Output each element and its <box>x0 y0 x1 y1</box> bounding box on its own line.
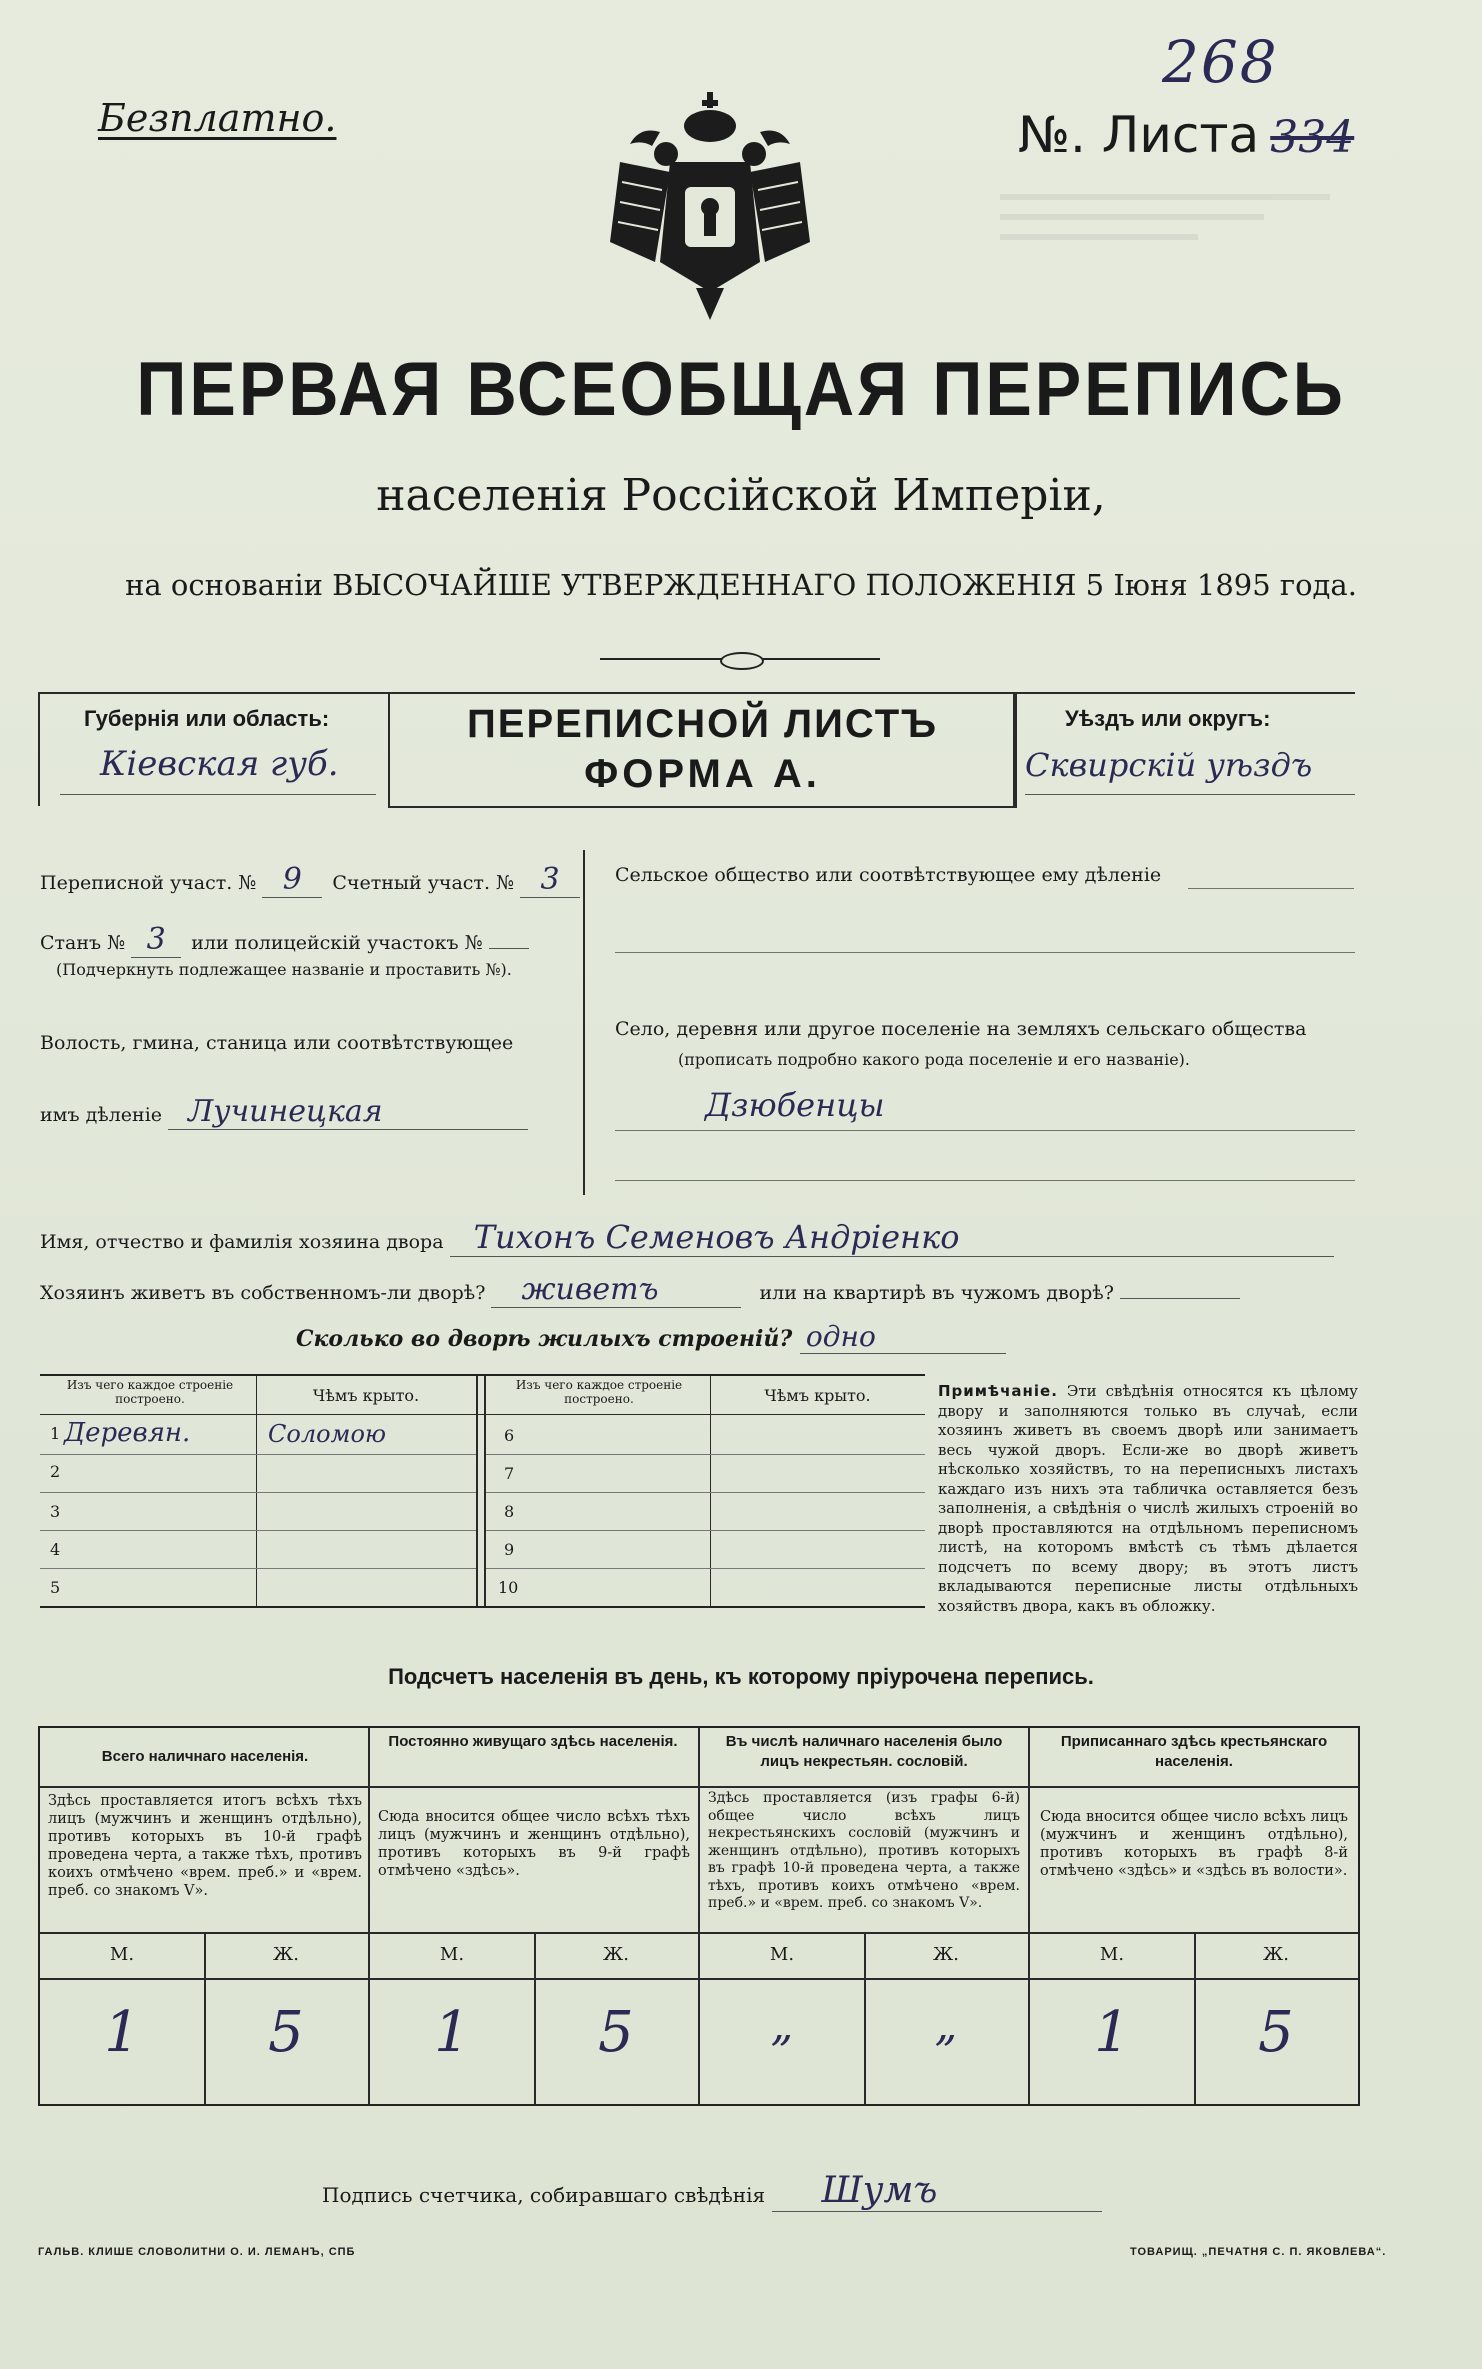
tally-col-1-desc: Здѣсь проставляется итогъ всѣхъ тѣхъ лицъ (мужчинъ и женщинъ отдѣльно), противъ которыхъ въ 10-й графѣ проведена черта, а также тѣхъ, противъ коихъ отмѣчено «врем. преб.» и «врем. преб. со знакомъ V». <box>48 1793 362 1899</box>
society-line-1 <box>1188 888 1354 889</box>
volost-label-2: имъ дѣленіе <box>40 1104 163 1126</box>
buildings-row <box>296 1320 1006 1354</box>
tally-col-2-m-label: М. <box>439 1944 465 1965</box>
tally-table <box>38 1726 1360 2106</box>
row-number: 2 <box>50 1462 61 1481</box>
gubernia-label: Губернія или область: <box>84 706 330 731</box>
field-column-divider <box>583 850 585 1195</box>
village-label: Село, деревня или другое поселеніе на земляхъ сельскаго общества <box>615 1018 1307 1040</box>
buildings-table <box>40 1374 925 1608</box>
row-number: 6 <box>504 1426 515 1445</box>
row-number: 4 <box>50 1540 61 1559</box>
tally-col-3-desc: Здѣсь проставляется (изъ графы 6-й) общее число всѣхъ лицъ некрестьянскихъ сословій (мужчинъ и женщинъ отдѣльно), противъ которыхъ въ графѣ 10-й проведена черта, а также тѣхъ, противъ коихъ отмѣчено «врем. преб.» и «врем. преб. со знакомъ V». <box>708 1790 1020 1911</box>
sheet-number <box>1018 106 1354 164</box>
uezd-box <box>1013 692 1355 806</box>
tally-col-4-head: Приписаннаго здѣсь крестьянскаго населенія. <box>1060 1733 1328 1770</box>
imperial-eagle-icon <box>600 92 820 322</box>
row-number: 7 <box>504 1464 515 1483</box>
col-roof-left: Чѣмъ крыто. <box>312 1386 420 1405</box>
row-number: 10 <box>498 1578 519 1597</box>
village-line-1 <box>615 1130 1355 1131</box>
row-number: 1 <box>50 1424 61 1443</box>
row-number: 5 <box>50 1578 61 1597</box>
tally-col-4-f-value: 5 <box>1258 2000 1294 2065</box>
tally-col-1-f-value: 5 <box>268 2000 304 2065</box>
tally-col-4-f-label: Ж. <box>1263 1944 1289 1965</box>
tally-title: Подсчетъ населенія въ день, къ которому пріурочена перепись. <box>388 1664 1094 1689</box>
census-area-label: Переписной участ. № <box>40 872 257 894</box>
owner-name-row <box>40 1218 1334 1257</box>
row-number: 9 <box>504 1540 515 1559</box>
form-subtitle: ФОРМА А. <box>584 752 821 796</box>
tally-col-2-f-value: 5 <box>598 2000 634 2065</box>
footer-left: ГАЛЬВ. КЛИШЕ СЛОВОЛИТНИ О. И. ЛЕМАНЪ, СПБ <box>38 2246 356 2258</box>
row-material: Деревян. <box>64 1418 191 1448</box>
col-material-right: Изъ чего каждое строеніе построено. <box>515 1378 683 1406</box>
ornament-divider <box>600 652 880 666</box>
form-title: ПЕРЕПИСНОЙ ЛИСТЪ <box>467 702 938 746</box>
note-block <box>938 1382 1358 1616</box>
uezd-label: Уѣздъ или округъ: <box>1065 706 1271 731</box>
count-area-value: 3 <box>520 862 580 898</box>
volost-label: Волость, гмина, станица или соотвѣтствующее <box>40 1032 514 1054</box>
buildings-row-7 <box>486 1454 925 1493</box>
buildings-row-6 <box>486 1416 925 1455</box>
tally-col-3-m-label: М. <box>769 1944 795 1965</box>
sheet-number-label: №. Листа <box>1018 106 1260 164</box>
signature-value: Шумъ <box>772 2170 1102 2212</box>
stan-value: 3 <box>131 922 181 958</box>
tally-col-2-desc: Сюда вносится общее число всѣхъ тѣхъ лицъ (мужчинъ и женщинъ отдѣльно), противъ которыхъ въ 9-й графѣ отмѣчено «здѣсь». <box>378 1809 690 1879</box>
society-label: Сельское общество или соотвѣтствующее ему дѣленіе <box>615 864 1162 886</box>
count-area-label: Счетный участ. № <box>332 872 514 894</box>
buildings-row-9 <box>486 1530 925 1569</box>
society-line-2 <box>615 952 1355 953</box>
signature-row <box>322 2170 1102 2212</box>
sheet-number-value: 334 <box>1270 112 1355 163</box>
tally-col-4-m-label: М. <box>1099 1944 1125 1965</box>
tally-col-2-head: Постоянно живущаго здѣсь населенія. <box>388 1733 678 1750</box>
census-basis: на основаніи ВЫСОЧАЙШЕ УТВЕРЖДЕННАГО ПОЛОЖЕНІЯ 5 Іюня 1895 года. <box>125 568 1357 602</box>
volost-value: Лучинецкая <box>168 1094 528 1130</box>
tally-col-3-f-value: „ <box>934 2000 958 2051</box>
tally-col-3-f-label: Ж. <box>933 1944 959 1965</box>
buildings-row-4 <box>40 1530 476 1569</box>
row-number: 3 <box>50 1502 61 1521</box>
census-area-value: 9 <box>262 862 322 898</box>
buildings-row-10 <box>486 1568 925 1606</box>
buildings-row-8 <box>486 1492 925 1531</box>
tally-col-3-head: Въ числѣ наличнаго населенія было лицъ некрестьян. сословій. <box>725 1733 1003 1770</box>
police-label: или полицейскій участокъ № <box>191 932 483 954</box>
stan-label: Станъ № <box>40 932 126 954</box>
signature-label: Подпись счетчика, собиравшаго свѣдѣнія <box>322 2183 766 2207</box>
buildings-row-1 <box>40 1416 476 1455</box>
owner-lives-label: Хозяинъ живетъ въ собственномъ-ли дворѣ? <box>40 1282 486 1304</box>
free-label: Безплатно. <box>98 96 337 140</box>
col-material-left: Изъ чего каждое строеніе построено. <box>66 1378 234 1406</box>
census-area-row <box>40 862 580 898</box>
buildings-row-3 <box>40 1492 476 1531</box>
bleed-through-marks <box>1000 180 1330 300</box>
village-note: (прописать подробно какого рода поселеніе и его названіе). <box>678 1050 1190 1069</box>
tally-col-2-f-label: Ж. <box>603 1944 629 1965</box>
tally-col-2-m-value: 1 <box>434 2000 470 2065</box>
gubernia-box <box>38 692 390 806</box>
owner-apartment-label: или на квартирѣ въ чужомъ дворѣ? <box>759 1282 1114 1304</box>
row-number: 8 <box>504 1502 515 1521</box>
note-label: Примѣчаніе. <box>938 1382 1058 1400</box>
tally-col-4-m-value: 1 <box>1094 2000 1130 2065</box>
stan-row <box>40 922 529 958</box>
buildings-row-5 <box>40 1568 476 1606</box>
owner-name-label: Имя, отчество и фамилія хозяина двора <box>40 1231 444 1253</box>
owner-lives-row <box>40 1272 1240 1308</box>
tally-col-1-m-label: М. <box>109 1944 135 1965</box>
owner-name-value: Тихонъ Семеновъ Андрiенко <box>450 1218 1334 1257</box>
tally-col-1-m-value: 1 <box>104 2000 140 2065</box>
village-line-2 <box>615 1180 1355 1181</box>
underline-note: (Подчеркнуть подлежащее названіе и проставить №). <box>56 960 512 979</box>
form-title-box <box>388 692 1017 808</box>
footer-right: ТОВАРИЩ. „ПЕЧАТНЯ С. П. ЯКОВЛЕВА“. <box>1130 2246 1387 2258</box>
buildings-row-2 <box>40 1454 476 1493</box>
village-value: Дзюбенцы <box>705 1086 885 1124</box>
census-title: ПЕРВАЯ ВСЕОБЩАЯ ПЕРЕПИСЬ <box>136 347 1346 432</box>
census-subtitle: населенія Россійской Имперіи, <box>376 470 1106 521</box>
archive-number: 268 <box>1162 28 1279 96</box>
tally-col-3-m-value: „ <box>770 2000 794 2051</box>
row-roof: Соломою <box>268 1420 387 1448</box>
gubernia-value: Кіевская губ. <box>100 744 339 784</box>
note-text: Эти свѣдѣнія относятся къ цѣлому двору и заполняются только въ случаѣ, если хозяинъ живетъ въ своемъ дворѣ или занимаетъ весь чужой дворъ. Если-же во дворѣ живетъ нѣсколько хозяйствъ, то на переписныхъ листахъ каждаго изъ нихъ эта табличка оставляется безъ заполненія, а свѣдѣнія о числѣ жилыхъ строеній во дворѣ проставляются на отдѣльномъ переписномъ листѣ, на которомъ вмѣстѣ съ тѣмъ дѣлается подсчетъ по всему двору; въ этотъ листъ вкладываются переписные листы отдѣльныхъ хозяйствъ двора, какъ въ обложку. <box>938 1382 1358 1615</box>
uezd-value: Сквирскій уѣздъ <box>1025 746 1313 784</box>
buildings-label: Сколько во дворѣ жилыхъ строеній? <box>296 1326 793 1352</box>
tally-col-1-f-label: Ж. <box>273 1944 299 1965</box>
volost-row <box>40 1094 528 1130</box>
tally-col-1-head: Всего наличнаго населенія. <box>101 1748 309 1765</box>
owner-lives-value: живетъ <box>491 1272 741 1308</box>
tally-col-4-desc: Сюда вносится общее число всѣхъ лицъ (мужчинъ и женщинъ отдѣльно), противъ которыхъ въ графѣ 8-й отмѣчено «здѣсь» и «здѣсь въ волости». <box>1040 1809 1348 1879</box>
buildings-value: одно <box>800 1320 1006 1354</box>
col-roof-right: Чѣмъ крыто. <box>764 1386 871 1405</box>
